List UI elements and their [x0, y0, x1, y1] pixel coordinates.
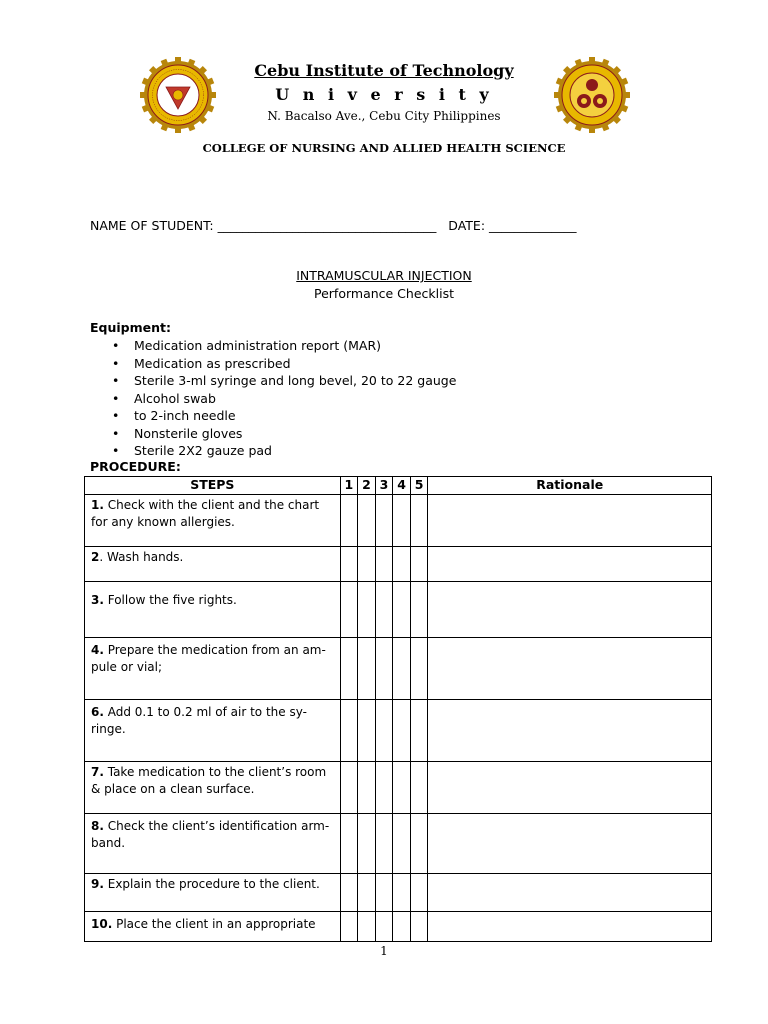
rationale-cell[interactable] — [428, 582, 712, 638]
step-cell: 9. Explain the procedure to the client. — [85, 874, 341, 912]
document-subtitle: Performance Checklist — [314, 286, 454, 301]
score-cell[interactable] — [358, 874, 376, 912]
step-cell: 10. Place the client in an appropriate — [85, 912, 341, 942]
score-cell[interactable] — [393, 762, 411, 814]
equipment-item: • Medication administration report (MAR) — [112, 337, 456, 355]
score-cell[interactable] — [375, 582, 393, 638]
score-column-header: 5 — [410, 477, 428, 495]
score-cell[interactable] — [340, 912, 358, 942]
table-row — [85, 814, 712, 874]
score-cell[interactable] — [358, 912, 376, 942]
score-cell[interactable] — [358, 762, 376, 814]
date-blank: ______________ — [489, 218, 577, 233]
table-row — [85, 582, 712, 638]
equipment-item: • Nonsterile gloves — [112, 425, 456, 443]
step-cell: 6. Add 0.1 to 0.2 ml of air to the sy-ringe. — [85, 700, 341, 762]
score-cell[interactable] — [393, 638, 411, 700]
rationale-cell[interactable] — [428, 547, 712, 582]
rationale-cell[interactable] — [428, 814, 712, 874]
university-seal-logo — [140, 57, 216, 133]
equipment-heading: Equipment: — [90, 320, 171, 335]
step-cell: 2. Wash hands. — [85, 547, 341, 582]
score-column-header: 1 — [340, 477, 358, 495]
page-number: 1 — [380, 944, 388, 958]
equipment-item: • to 2-inch needle — [112, 407, 456, 425]
score-cell[interactable] — [410, 582, 428, 638]
score-cell[interactable] — [393, 874, 411, 912]
table-row — [85, 495, 712, 547]
score-cell[interactable] — [410, 912, 428, 942]
score-cell[interactable] — [393, 547, 411, 582]
score-cell[interactable] — [375, 700, 393, 762]
score-cell[interactable] — [340, 762, 358, 814]
score-cell[interactable] — [410, 874, 428, 912]
university-address: N. Bacalso Ave., Cebu City Philippines — [267, 109, 501, 123]
rationale-cell[interactable] — [428, 495, 712, 547]
rationale-cell[interactable] — [428, 912, 712, 942]
university-name: Cebu Institute of Technology — [254, 61, 514, 80]
step-cell: 4. Prepare the medication from an am-pule or vial; — [85, 638, 341, 700]
score-cell[interactable] — [393, 700, 411, 762]
college-name: COLLEGE OF NURSING AND ALLIED HEALTH SCIENCE — [202, 141, 566, 155]
score-cell[interactable] — [393, 582, 411, 638]
score-cell[interactable] — [340, 874, 358, 912]
steps-column-header: STEPS — [85, 477, 341, 495]
equipment-item: • Sterile 2X2 gauze pad — [112, 442, 456, 460]
table-row — [85, 700, 712, 762]
rationale-cell[interactable] — [428, 762, 712, 814]
score-cell[interactable] — [340, 638, 358, 700]
score-cell[interactable] — [358, 495, 376, 547]
score-cell[interactable] — [410, 700, 428, 762]
score-cell[interactable] — [375, 874, 393, 912]
score-cell[interactable] — [375, 547, 393, 582]
score-cell[interactable] — [340, 547, 358, 582]
rationale-cell[interactable] — [428, 638, 712, 700]
step-cell: 7. Take medication to the client’s room & place on a clean surface. — [85, 762, 341, 814]
table-row — [85, 874, 712, 912]
name-label: NAME OF STUDENT: — [90, 218, 214, 233]
score-cell[interactable] — [375, 814, 393, 874]
score-cell[interactable] — [358, 547, 376, 582]
score-cell[interactable] — [340, 814, 358, 874]
university-subtitle: U n i v e r s i t y — [275, 85, 493, 104]
equipment-item: • Sterile 3-ml syringe and long bevel, 20 to 22 gauge — [112, 372, 456, 390]
score-cell[interactable] — [393, 814, 411, 874]
score-cell[interactable] — [410, 762, 428, 814]
score-cell[interactable] — [410, 495, 428, 547]
table-header-row — [85, 477, 712, 495]
score-cell[interactable] — [358, 638, 376, 700]
score-cell[interactable] — [375, 912, 393, 942]
rationale-cell[interactable] — [428, 874, 712, 912]
score-cell[interactable] — [340, 582, 358, 638]
equipment-item: • Medication as prescribed — [112, 355, 456, 373]
score-cell[interactable] — [375, 762, 393, 814]
table-row — [85, 638, 712, 700]
score-column-header: 2 — [358, 477, 376, 495]
table-row — [85, 547, 712, 582]
score-cell[interactable] — [340, 495, 358, 547]
score-cell[interactable] — [410, 814, 428, 874]
table-row — [85, 912, 712, 942]
student-info-line — [90, 218, 577, 233]
document-title: INTRAMUSCULAR INJECTION — [296, 268, 472, 283]
name-blank: ___________________________________ — [217, 218, 437, 233]
score-cell[interactable] — [358, 700, 376, 762]
table-row — [85, 762, 712, 814]
equipment-item: • Alcohol swab — [112, 390, 456, 408]
step-cell: 3. Follow the five rights. — [85, 582, 341, 638]
score-cell[interactable] — [410, 547, 428, 582]
score-cell[interactable] — [410, 638, 428, 700]
score-column-header: 3 — [375, 477, 393, 495]
college-nursing-seal-logo — [554, 57, 630, 133]
procedure-checklist-table — [84, 476, 712, 942]
score-cell[interactable] — [358, 814, 376, 874]
score-cell[interactable] — [375, 638, 393, 700]
date-label: DATE: — [448, 218, 486, 233]
score-cell[interactable] — [393, 912, 411, 942]
rationale-cell[interactable] — [428, 700, 712, 762]
score-cell[interactable] — [358, 582, 376, 638]
score-cell[interactable] — [375, 495, 393, 547]
score-cell[interactable] — [340, 700, 358, 762]
equipment-list — [112, 337, 456, 460]
step-cell: 8. Check the client’s identification arm-band. — [85, 814, 341, 874]
score-column-header: 4 — [393, 477, 411, 495]
score-cell[interactable] — [393, 495, 411, 547]
rationale-column-header: Rationale — [428, 477, 712, 495]
procedure-heading: PROCEDURE: — [90, 459, 181, 474]
step-cell: 1. Check with the client and the chart for any known allergies. — [85, 495, 341, 547]
